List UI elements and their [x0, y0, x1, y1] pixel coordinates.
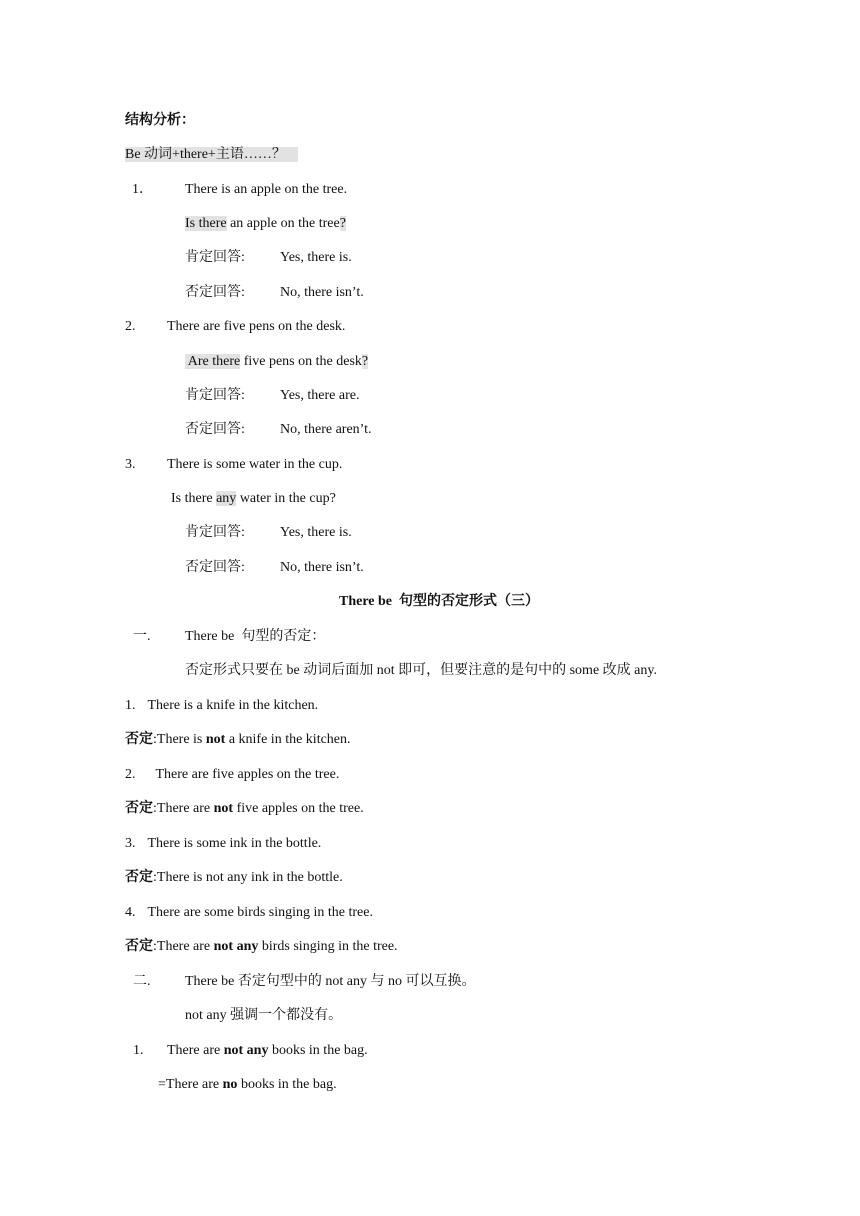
- item-2-neg-pre: :There are: [153, 801, 214, 816]
- item-4-sentence: There are some birds singing in the tree.: [147, 905, 373, 920]
- item-3-negation: [125, 869, 343, 887]
- part-1-title: There be 句型的否定：: [185, 629, 326, 644]
- item-3-number: 3.: [125, 836, 136, 851]
- item-2-sentence: There are five apples on the tree.: [155, 767, 340, 782]
- part-2-example-pre: There are: [167, 1043, 224, 1058]
- item-1-neg-post: a knife in the kitchen.: [225, 732, 351, 747]
- part-2-equivalent: [158, 1076, 337, 1094]
- item-2-neg-label: 否定: [125, 801, 153, 816]
- example-2-question-rest: five pens on the desk: [240, 354, 362, 369]
- example-1-question-rest: an apple on the tree: [226, 216, 340, 231]
- item-1-neg-bold: not: [205, 732, 226, 747]
- item-2-negation: [125, 800, 364, 818]
- structure-heading: 结构分析：: [125, 113, 195, 128]
- item-1-neg-pre: :There is: [153, 732, 206, 747]
- example-3-question-pre: Is there: [171, 491, 217, 506]
- section-title: There be 句型的否定形式（三）: [338, 594, 539, 609]
- item-3-neg-pre: :There is not any ink in the bottle.: [153, 870, 343, 885]
- item-1-negation: [125, 731, 351, 749]
- example-2-no-label: 否定回答:: [185, 422, 245, 437]
- item-4-number: 4.: [125, 905, 136, 920]
- item-4-neg-pre: :There are: [153, 939, 214, 954]
- item-1-line: [125, 697, 318, 715]
- example-1-yes-answer: Yes, there is.: [280, 250, 352, 265]
- example-1-question-mark: ?: [339, 216, 346, 231]
- example-3-yes-answer: Yes, there is.: [280, 525, 352, 540]
- example-2-question-mark: ?: [361, 354, 369, 369]
- example-2-no-answer: No, there aren’t.: [280, 422, 372, 437]
- part-2-example: [167, 1042, 368, 1060]
- item-3-line: [125, 835, 321, 853]
- part-2-title: There be 否定句型中的 not any 与 no 可以互换。: [185, 974, 476, 989]
- part-2-note: not any 强调一个都没有。: [185, 1008, 343, 1023]
- part-2-example-post: books in the bag.: [268, 1043, 368, 1058]
- part-2-equiv-pre: =There are: [158, 1077, 223, 1092]
- part-2-equiv-bold: no: [222, 1077, 238, 1092]
- example-2-number: 2.: [125, 319, 136, 334]
- item-2-neg-post: five apples on the tree.: [233, 801, 364, 816]
- item-4-neg-label: 否定: [125, 939, 153, 954]
- part-1-description: 否定形式只要在 be 动词后面加 not 即可，但要注意的是句中的 some 改成 any.: [185, 663, 657, 678]
- example-2-yes-label: 肯定回答:: [185, 388, 245, 403]
- example-1-question: [185, 215, 346, 233]
- item-2-number: 2.: [125, 767, 136, 782]
- example-3-no-label: 否定回答:: [185, 560, 245, 575]
- part-2-example-bold: not any: [223, 1043, 269, 1058]
- part-2-equiv-post: books in the bag.: [237, 1077, 337, 1092]
- example-1-no-label: 否定回答:: [185, 285, 245, 300]
- example-3-number: 3.: [125, 457, 136, 472]
- example-1-question-highlight: Is there: [185, 216, 227, 231]
- item-1-number: 1.: [125, 698, 136, 713]
- item-4-neg-bold: not any: [213, 939, 259, 954]
- item-1-sentence: There is a knife in the kitchen.: [147, 698, 319, 713]
- pattern-line: [125, 146, 298, 164]
- item-3-neg-label: 否定: [125, 870, 153, 885]
- part-2-number: 二.: [133, 974, 151, 989]
- example-3-question-rest: water in the cup?: [236, 491, 336, 506]
- pattern-text: Be 动词+there+主语……？: [125, 147, 298, 162]
- example-2-question: [185, 353, 368, 371]
- example-1-number: 1．: [132, 182, 153, 197]
- example-3-no-answer: No, there isn’t.: [280, 560, 364, 575]
- example-3-yes-label: 肯定回答:: [185, 525, 245, 540]
- example-1-yes-label: 肯定回答:: [185, 250, 245, 265]
- example-2-statement: There are five pens on the desk.: [167, 319, 346, 334]
- item-3-sentence: There is some ink in the bottle.: [147, 836, 322, 851]
- part-2-example-number: 1.: [133, 1043, 144, 1058]
- item-4-neg-post: birds singing in the tree.: [258, 939, 398, 954]
- example-3-question-highlight: any: [216, 491, 237, 506]
- example-2-question-highlight: Are there: [185, 354, 241, 369]
- example-1-statement: There is an apple on the tree.: [185, 182, 348, 197]
- part-1-number: 一.: [133, 629, 151, 644]
- example-3-question: [171, 490, 336, 508]
- item-4-negation: [125, 938, 398, 956]
- item-2-neg-bold: not: [213, 801, 234, 816]
- example-1-no-answer: No, there isn’t.: [280, 285, 364, 300]
- item-2-line: [125, 766, 339, 784]
- item-4-line: [125, 904, 373, 922]
- example-3-statement: There is some water in the cup.: [167, 457, 343, 472]
- item-1-neg-label: 否定: [125, 732, 153, 747]
- example-2-yes-answer: Yes, there are.: [280, 388, 360, 403]
